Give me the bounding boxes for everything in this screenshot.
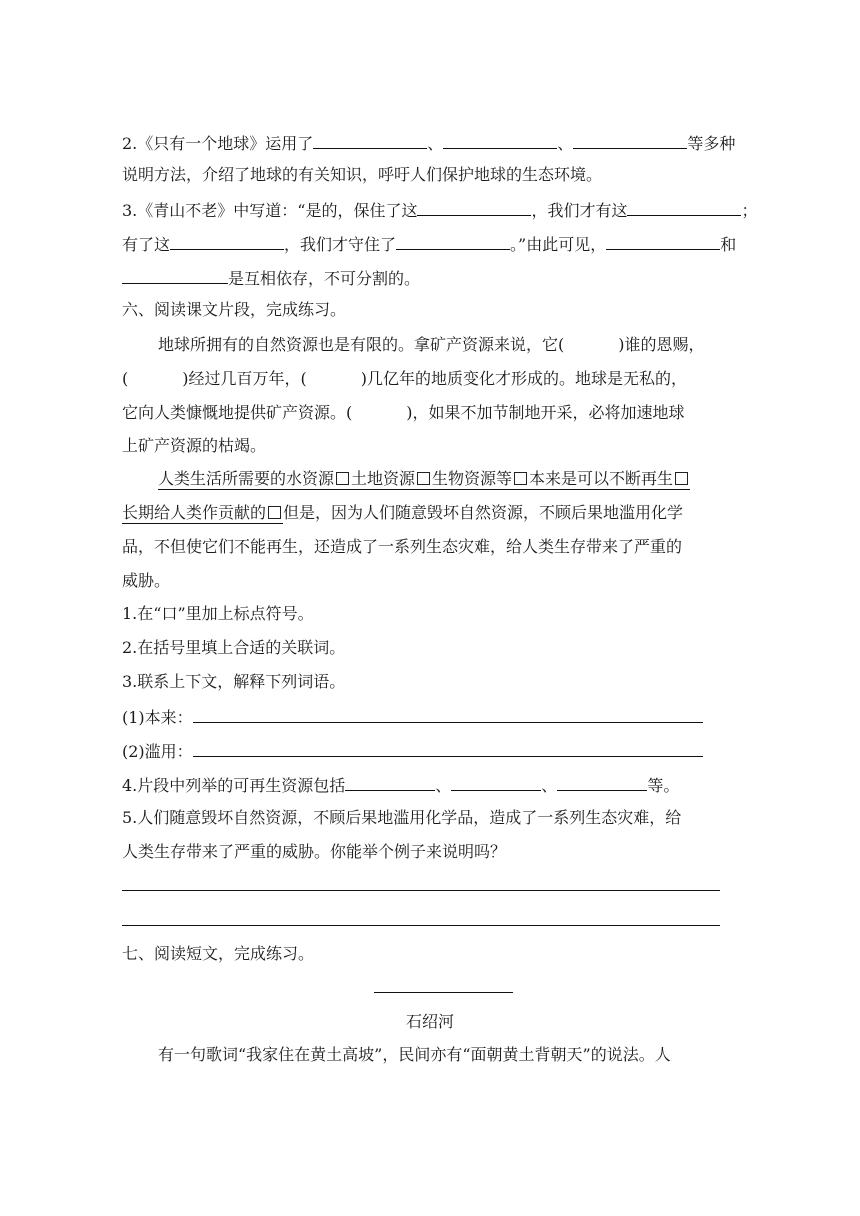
answer-blank[interactable] (573, 132, 687, 149)
answer-line[interactable] (193, 740, 703, 757)
answer-blank[interactable] (606, 233, 720, 250)
answer-blank[interactable] (557, 774, 647, 791)
punctuation-box[interactable] (514, 472, 527, 485)
answer-blank[interactable] (417, 199, 531, 216)
question-5: 5.人们随意毁坏自然资源，不顾后果地滥用化学品，造成了一系列生态灾难，给 (122, 808, 682, 827)
passage-line: 品，不但使它们不能再生，还造成了一系列生态灾难，给人类生存带来了严重的 (122, 537, 683, 556)
question-3-1: (1)本来： (122, 706, 740, 728)
title-blank[interactable] (374, 992, 513, 993)
passage-line: 长期给人类作贡献的 但是，因为人们随意毁坏自然资源，不顾后果地滥用化学 (122, 503, 684, 522)
question-5-cont: 人类生存带来了严重的威胁。你能举个例子来说明吗？ (122, 842, 507, 861)
answer-blank[interactable] (122, 267, 228, 284)
passage-line: 威胁。 (122, 571, 171, 590)
answer-line[interactable] (193, 706, 703, 723)
q2-text: 2.《只有一个地球》运用了 (122, 134, 314, 153)
answer-blank[interactable] (443, 132, 557, 149)
question-3-2: (2)滥用： (122, 740, 740, 762)
answer-blank[interactable] (627, 199, 741, 216)
punctuation-box[interactable] (417, 472, 430, 485)
answer-blank[interactable] (451, 774, 541, 791)
answer-blank[interactable] (170, 233, 284, 250)
author-name: 石绍河 (405, 1012, 454, 1031)
answer-blank[interactable] (313, 132, 427, 149)
question-1: 1.在“口”里加上标点符号。 (122, 604, 314, 623)
punctuation-box[interactable] (336, 472, 349, 485)
passage-line: ( )经过几百万年，( )几亿年的地质变化才形成的。地球是无私的， (122, 369, 687, 388)
section6-heading: 六、阅读课文片段，完成练习。 (122, 300, 347, 319)
q2-line2: 说明方法，介绍了地球的有关知识，呼吁人们保护地球的生态环境。 (122, 165, 603, 184)
passage-line: 它向人类慷慨地提供矿产资源。( )，如果不加节制地开采，必将加速地球 (122, 403, 685, 422)
question-2: 2.在括号里填上合适的关联词。 (122, 638, 346, 657)
passage-line-underlined: 人类生活所需要的水资源 土地资源 生物资源等 本来是可以不断再生 (158, 469, 740, 489)
answer-blank[interactable] (345, 774, 435, 791)
q3-line2: 有了这 ，我们才守住了 。”由此可见， 和 (122, 235, 737, 254)
passage-line: 上矿产资源的枯竭。 (122, 436, 267, 455)
passage-line: 有一句歌词“我家住在黄土高坡”，民间亦有“面朝黄土背朝天”的说法。人 (158, 1045, 671, 1064)
answer-line[interactable] (122, 890, 720, 891)
punctuation-box[interactable] (675, 472, 688, 485)
punctuation-box[interactable] (268, 506, 281, 519)
q2-line1: 2.《只有一个地球》运用了 、 、 等多种 (122, 134, 736, 153)
passage-line: 地球所拥有的自然资源也是有限的。拿矿产资源来说，它( )谁的恩赐， (158, 335, 705, 354)
q3-line3: 是互相依存，不可分割的。 (122, 267, 740, 289)
section7-heading: 七、阅读短文，完成练习。 (122, 944, 315, 963)
question-3: 3.联系上下文，解释下列词语。 (122, 672, 346, 691)
question-4: 4.片段中列举的可再生资源包括 、 、 等。 (122, 776, 680, 795)
q3-line1: 3.《青山不老》中写道：“是的，保住了这 ，我们才有这 ； (122, 201, 758, 220)
answer-blank[interactable] (396, 233, 510, 250)
answer-line[interactable] (122, 925, 720, 926)
